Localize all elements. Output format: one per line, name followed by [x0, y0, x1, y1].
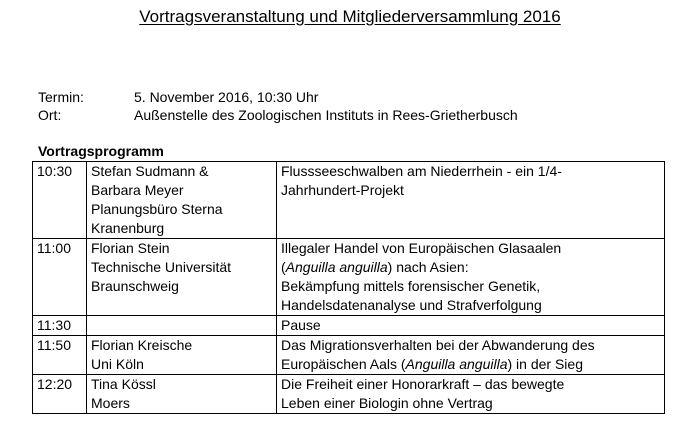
time-cell: 12:20 — [33, 375, 87, 414]
table-row — [33, 162, 665, 239]
talk-line: Flussseeschwalben am Niederrhein - ein 1/4- — [281, 163, 562, 179]
speaker-line: Planungsbüro Sterna — [91, 201, 223, 217]
talk-line: Handelsdatenanalyse und Strafverfolgung — [281, 297, 542, 313]
talk-line-rest: ) nach Asien: — [387, 259, 469, 275]
speaker-line: Barbara Meyer — [91, 182, 184, 198]
paren-open: ( — [281, 259, 286, 275]
speaker-line: Florian Kreische — [91, 337, 193, 353]
speaker-line: Uni Köln — [91, 356, 144, 372]
talk-line: Pause — [281, 317, 321, 333]
talk-line: Bekämpfung mittels forensischer Genetik, — [281, 278, 541, 294]
talk-cell — [277, 239, 665, 316]
time-cell: 11:50 — [33, 336, 87, 375]
table-row — [33, 375, 665, 414]
talk-cell — [277, 162, 665, 239]
speaker-line: Moers — [91, 395, 130, 411]
speaker-cell — [87, 336, 277, 375]
talk-line: Die Freiheit einer Honorarkraft – das bewegte — [281, 376, 565, 392]
talk-line: Leben einer Biologin ohne Vertrag — [281, 395, 493, 411]
speaker-line: Braunschweig — [91, 278, 179, 294]
speaker-cell — [87, 375, 277, 414]
ort-label: Ort: — [38, 107, 62, 123]
talk-cell — [277, 316, 665, 336]
talk-line: Das Migrationsverhalten bei der Abwanderung des — [281, 337, 595, 353]
time-cell: 11:30 — [33, 316, 87, 336]
table-row — [33, 336, 665, 375]
talk-cell — [277, 375, 665, 414]
speaker-cell — [87, 239, 277, 316]
info-row-termin — [38, 88, 318, 106]
speaker-cell — [87, 162, 277, 239]
species-name: Anguilla anguilla — [405, 356, 508, 372]
time-cell: 10:30 — [33, 162, 87, 239]
table-row — [33, 316, 665, 336]
time-cell: 11:00 — [33, 239, 87, 316]
program-table — [32, 161, 665, 414]
talk-line — [281, 355, 660, 374]
talk-line-pre: Europäischen Aals ( — [281, 356, 406, 372]
species-name: Anguilla anguilla — [285, 259, 388, 275]
talk-line-post: ) in der Sieg — [507, 356, 583, 372]
talk-line: Jahrhundert-Projekt — [281, 182, 404, 198]
info-row-ort — [38, 106, 518, 124]
speaker-line: Florian Stein — [91, 240, 170, 256]
ort-value: Außenstelle des Zoologischen Instituts in Rees-Grietherbusch — [134, 107, 518, 123]
speaker-line: Tina Kössl — [91, 376, 156, 392]
speaker-cell — [87, 316, 277, 336]
program-heading: Vortragsprogramm — [38, 143, 164, 159]
speaker-line: Stefan Sudmann & — [91, 163, 209, 179]
speaker-line: Technische Universität — [91, 259, 232, 275]
termin-label: Termin: — [38, 89, 84, 105]
talk-line — [281, 258, 660, 277]
speaker-line: Kranenburg — [91, 220, 165, 236]
talk-line: Illegaler Handel von Europäischen Glasaalen — [281, 240, 562, 256]
talk-cell — [277, 336, 665, 375]
page-title: Vortragsveranstaltung und Mitgliederversammlung 2016 — [139, 7, 561, 26]
termin-value: 5. November 2016, 10:30 Uhr — [134, 89, 319, 105]
table-row — [33, 239, 665, 316]
